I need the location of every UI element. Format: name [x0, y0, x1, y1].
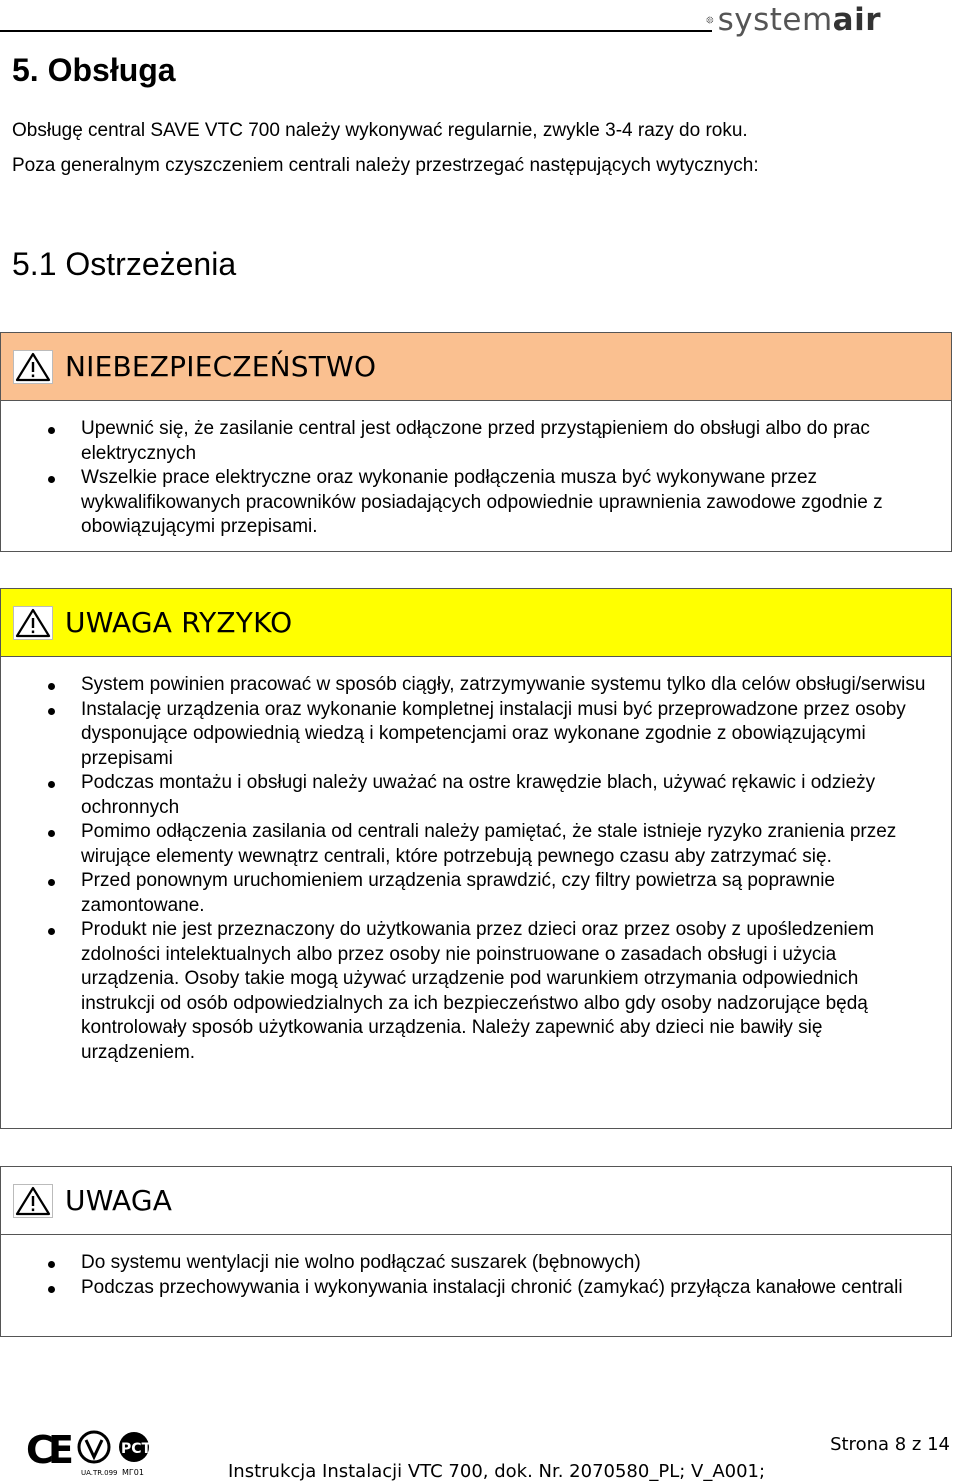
intro-line-2: Poza generalnym czyszczeniem centrali należy przestrzegać następujących wytycznych:	[12, 155, 759, 176]
brand-name: systemair	[717, 1, 881, 38]
caution-list	[1, 1235, 951, 1300]
svg-text:C: C	[26, 1428, 54, 1472]
list-item: System powinien pracować w sposób ciągły, zatrzymywanie systemu tylko dla celów obsługi/serwisu	[1, 673, 951, 698]
certification-marks-icon	[26, 1425, 156, 1477]
caution-risk-box-header	[1, 589, 951, 657]
list-item: Podczas przechowywania i wykonywania instalacji chronić (zamykać) przyłącza kanałowe centrali	[1, 1276, 951, 1301]
page-number: Strona 8 z 14	[830, 1434, 950, 1455]
list-item: Pomimo odłączenia zasilania od centrali należy pamiętać, że stale istnieje ryzyko zranienia przez wirujące elementy wewnątrz centrali, które potrzebują pewnego czasu aby zatrzymać się.	[1, 820, 951, 869]
document-reference: Instrukcja Instalacji VTC 700, dok. Nr. 2070580_PL; V_A001;	[228, 1461, 766, 1482]
warning-triangle-icon	[13, 350, 53, 384]
header-rule	[0, 30, 712, 32]
list-item: Instalację urządzenia oraz wykonanie kompletnej instalacji musi być przeprowadzone przez osoby dysponujące odpowiednią wiedzą i kompetencjami oraz wykonane zgodnie z obowiązującymi przepisami	[1, 698, 951, 772]
svg-text:МГ01: МГ01	[122, 1468, 144, 1477]
systemair-logo	[706, 2, 881, 38]
list-item: Wszelkie prace elektryczne oraz wykonanie podłączenia musza być wykonywane przez wykwalifikowanych pracowników posiadających odpowiednie uprawnienia zawodowe zgodnie z obowiązującymi przepisami.	[1, 466, 951, 540]
intro-line-1: Obsługę central SAVE VTC 700 należy wykonywać regularnie, zwykle 3-4 razy do roku.	[12, 120, 748, 141]
danger-box	[0, 332, 952, 552]
warning-triangle-icon	[13, 1184, 53, 1218]
caution-risk-list	[1, 657, 951, 1065]
list-item: Podczas montażu i obsługi należy uważać na ostre krawędzie blach, używać rękawic i odzieży ochronnych	[1, 771, 951, 820]
caution-box-header	[1, 1167, 951, 1235]
subsection-title: 5.1 Ostrzeżenia	[12, 246, 237, 282]
caution-risk-box-title: UWAGA RYZYKO	[65, 606, 293, 639]
caution-box-title: UWAGA	[65, 1184, 173, 1217]
systemair-dots-icon	[706, 2, 714, 38]
svg-text:E: E	[48, 1428, 74, 1472]
caution-box	[0, 1166, 952, 1337]
svg-text:PCT: PCT	[121, 1441, 152, 1457]
section-title: 5. Obsługa	[12, 52, 176, 88]
list-item: Produkt nie jest przeznaczony do użytkowania przez dzieci oraz przez osoby z upośledzeniem zdolności intelektualnych albo przez osoby nie poinstruowane o zasadach obsługi i użycia urządzenia. Osoby takie mogą używać urządzenie pod warunkiem otrzymania odpowiednich instrukcji od osób odpowiedzialnych za ich bezpieczeństwo albo gdy osoby nadzorujące będą kontrolowały sposób użytkowania urządzenia. Należy zapewnić aby dzieci nie bawiły się urządzeniem.	[1, 918, 951, 1065]
danger-box-title: NIEBEZPIECZEŃSTWO	[65, 350, 377, 383]
list-item: Przed ponownym uruchomieniem urządzenia sprawdzić, czy filtry powietrza są poprawnie zamontowane.	[1, 869, 951, 918]
danger-box-header	[1, 333, 951, 401]
caution-risk-box	[0, 588, 952, 1129]
list-item: Upewnić się, że zasilanie central jest odłączone przed przystąpieniem do obsługi albo do prac elektrycznych	[1, 417, 951, 466]
list-item: Do systemu wentylacji nie wolno podłączać suszarek (bębnowych)	[1, 1251, 951, 1276]
svg-text:UA.TR.099: UA.TR.099	[81, 1469, 118, 1477]
warning-triangle-icon	[13, 606, 53, 640]
danger-list	[1, 401, 951, 540]
